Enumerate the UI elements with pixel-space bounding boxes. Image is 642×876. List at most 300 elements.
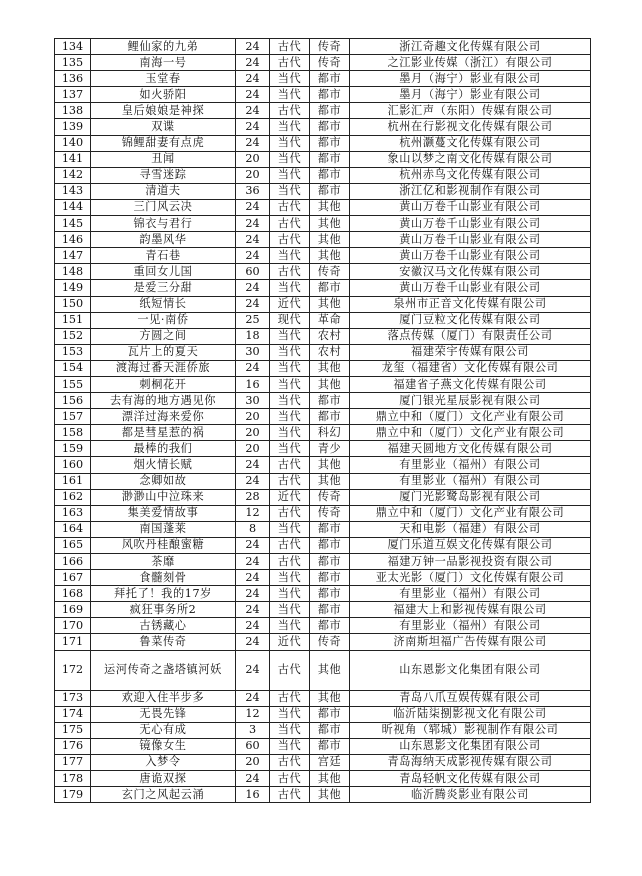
episode-count-cell: 25: [236, 312, 270, 328]
row-number-cell: 153: [55, 344, 91, 360]
era-cell: 古代: [270, 39, 310, 55]
production-company-cell: 山东恩影文化集团有限公司: [350, 650, 591, 690]
era-cell: 当代: [270, 280, 310, 296]
row-number-cell: 154: [55, 360, 91, 376]
era-cell: 古代: [270, 216, 310, 232]
row-number-cell: 155: [55, 376, 91, 392]
drama-title-cell: 运河传奇之盏塔镇河妖: [91, 650, 236, 690]
era-cell: 古代: [270, 554, 310, 570]
row-number-cell: 140: [55, 135, 91, 151]
table-row: [55, 119, 591, 135]
row-number-cell: 162: [55, 489, 91, 505]
table-row: [55, 296, 591, 312]
genre-cell: 其他: [310, 376, 350, 392]
drama-title-cell: 拜托了！我的17岁: [91, 586, 236, 602]
production-company-cell: 泉州市正音文化传媒有限公司: [350, 296, 591, 312]
episode-count-cell: 24: [236, 586, 270, 602]
episode-count-cell: 24: [236, 135, 270, 151]
drama-title-cell: 三门风云决: [91, 199, 236, 215]
genre-cell: 其他: [310, 690, 350, 706]
row-number-cell: 174: [55, 706, 91, 722]
drama-title-cell: 食髓刻骨: [91, 570, 236, 586]
era-cell: 近代: [270, 296, 310, 312]
episode-count-cell: 24: [236, 39, 270, 55]
genre-cell: 都市: [310, 71, 350, 87]
genre-cell: 都市: [310, 151, 350, 167]
episode-count-cell: 24: [236, 457, 270, 473]
table-row: [55, 409, 591, 425]
table-row: [55, 393, 591, 409]
era-cell: 古代: [270, 473, 310, 489]
table-row: [55, 167, 591, 183]
table-row: [55, 738, 591, 754]
genre-cell: 农村: [310, 328, 350, 344]
era-cell: 古代: [270, 650, 310, 690]
production-company-cell: 临沂腾炎影业有限公司: [350, 787, 591, 803]
genre-cell: 都市: [310, 570, 350, 586]
production-company-cell: 厦门光影鹭岛影视有限公司: [350, 489, 591, 505]
production-company-cell: 杭州在行影视文化传媒有限公司: [350, 119, 591, 135]
era-cell: 当代: [270, 71, 310, 87]
era-cell: 古代: [270, 103, 310, 119]
row-number-cell: 157: [55, 409, 91, 425]
production-company-cell: 福建大上和影视传媒有限公司: [350, 602, 591, 618]
production-company-cell: 青岛轻帆文化传媒有限公司: [350, 771, 591, 787]
table-row: [55, 441, 591, 457]
production-company-cell: 龙玺（福建省）文化传媒有限公司: [350, 360, 591, 376]
genre-cell: 传奇: [310, 505, 350, 521]
drama-title-cell: 鲤仙家的九弟: [91, 39, 236, 55]
production-company-cell: 落点传媒（厦门）有限责任公司: [350, 328, 591, 344]
era-cell: 近代: [270, 489, 310, 505]
table-row: [55, 248, 591, 264]
row-number-cell: 159: [55, 441, 91, 457]
era-cell: 古代: [270, 754, 310, 770]
drama-title-cell: 漂洋过海来爱你: [91, 409, 236, 425]
episode-count-cell: 24: [236, 618, 270, 634]
row-number-cell: 136: [55, 71, 91, 87]
table-row: [55, 199, 591, 215]
episode-count-cell: 60: [236, 264, 270, 280]
table-row: [55, 232, 591, 248]
genre-cell: 其他: [310, 771, 350, 787]
era-cell: 当代: [270, 441, 310, 457]
genre-cell: 其他: [310, 473, 350, 489]
episode-count-cell: 24: [236, 199, 270, 215]
genre-cell: 其他: [310, 787, 350, 803]
era-cell: 近代: [270, 634, 310, 650]
genre-cell: 都市: [310, 618, 350, 634]
table-row: [55, 634, 591, 650]
drama-title-cell: 方圆之间: [91, 328, 236, 344]
episode-count-cell: 24: [236, 537, 270, 553]
production-company-cell: 鼎立中和（厦门）文化产业有限公司: [350, 425, 591, 441]
drama-title-cell: 玉堂春: [91, 71, 236, 87]
era-cell: 当代: [270, 570, 310, 586]
episode-count-cell: 20: [236, 151, 270, 167]
table-row: [55, 216, 591, 232]
drama-title-cell: 茶靡: [91, 554, 236, 570]
genre-cell: 都市: [310, 537, 350, 553]
drama-title-cell: 无畏先锋: [91, 706, 236, 722]
genre-cell: 传奇: [310, 264, 350, 280]
table-row: [55, 183, 591, 199]
episode-count-cell: 3: [236, 722, 270, 738]
row-number-cell: 165: [55, 537, 91, 553]
production-company-cell: 汇影汇声（东阳）传媒有限公司: [350, 103, 591, 119]
genre-cell: 都市: [310, 722, 350, 738]
genre-cell: 农村: [310, 344, 350, 360]
drama-title-cell: 刺桐花开: [91, 376, 236, 392]
row-number-cell: 175: [55, 722, 91, 738]
production-company-cell: 有里影业（福州）有限公司: [350, 586, 591, 602]
drama-title-cell: 清道夫: [91, 183, 236, 199]
table-row: [55, 425, 591, 441]
episode-count-cell: 24: [236, 570, 270, 586]
genre-cell: 都市: [310, 103, 350, 119]
production-company-cell: 鼎立中和（厦门）文化产业有限公司: [350, 505, 591, 521]
table-row: [55, 554, 591, 570]
genre-cell: 都市: [310, 706, 350, 722]
era-cell: 当代: [270, 521, 310, 537]
table-row: [55, 473, 591, 489]
production-company-cell: 墨月（海宁）影业有限公司: [350, 71, 591, 87]
row-number-cell: 147: [55, 248, 91, 264]
row-number-cell: 167: [55, 570, 91, 586]
table-row: [55, 537, 591, 553]
episode-count-cell: 24: [236, 634, 270, 650]
production-company-cell: 浙江亿和影视制作有限公司: [350, 183, 591, 199]
episode-count-cell: 24: [236, 554, 270, 570]
era-cell: 当代: [270, 328, 310, 344]
era-cell: 古代: [270, 457, 310, 473]
era-cell: 古代: [270, 199, 310, 215]
genre-cell: 传奇: [310, 634, 350, 650]
genre-cell: 都市: [310, 738, 350, 754]
genre-cell: 都市: [310, 87, 350, 103]
row-number-cell: 170: [55, 618, 91, 634]
episode-count-cell: 24: [236, 87, 270, 103]
production-company-cell: 杭州赤鸟文化传媒有限公司: [350, 167, 591, 183]
episode-count-cell: 20: [236, 167, 270, 183]
row-number-cell: 163: [55, 505, 91, 521]
production-company-cell: 厦门豆粒文化传媒有限公司: [350, 312, 591, 328]
production-company-cell: 福建万钟一品影视投资有限公司: [350, 554, 591, 570]
row-number-cell: 179: [55, 787, 91, 803]
drama-title-cell: 玄门之风起云涌: [91, 787, 236, 803]
episode-count-cell: 20: [236, 425, 270, 441]
episode-count-cell: 24: [236, 232, 270, 248]
episode-count-cell: 18: [236, 328, 270, 344]
genre-cell: 都市: [310, 119, 350, 135]
genre-cell: 其他: [310, 216, 350, 232]
episode-count-cell: 24: [236, 690, 270, 706]
row-number-cell: 143: [55, 183, 91, 199]
genre-cell: 都市: [310, 602, 350, 618]
genre-cell: 传奇: [310, 489, 350, 505]
row-number-cell: 138: [55, 103, 91, 119]
row-number-cell: 135: [55, 55, 91, 71]
era-cell: 当代: [270, 344, 310, 360]
genre-cell: 都市: [310, 167, 350, 183]
episode-count-cell: 20: [236, 409, 270, 425]
drama-title-cell: 都是彗星惹的祸: [91, 425, 236, 441]
production-company-cell: 亚太光影（厦门）文化传媒有限公司: [350, 570, 591, 586]
era-cell: 当代: [270, 183, 310, 199]
production-company-cell: 有里影业（福州）有限公司: [350, 618, 591, 634]
era-cell: 古代: [270, 264, 310, 280]
era-cell: 古代: [270, 55, 310, 71]
table-body: [55, 39, 591, 803]
episode-count-cell: 8: [236, 521, 270, 537]
era-cell: 当代: [270, 87, 310, 103]
drama-title-cell: 渺渺山中泣珠来: [91, 489, 236, 505]
production-company-cell: 黄山万卷千山影业有限公司: [350, 216, 591, 232]
table-row: [55, 457, 591, 473]
episode-count-cell: 24: [236, 296, 270, 312]
table-row: [55, 280, 591, 296]
row-number-cell: 139: [55, 119, 91, 135]
table-row: [55, 87, 591, 103]
row-number-cell: 148: [55, 264, 91, 280]
episode-count-cell: 20: [236, 441, 270, 457]
table-row: [55, 151, 591, 167]
drama-title-cell: 一见·南侨: [91, 312, 236, 328]
era-cell: 当代: [270, 376, 310, 392]
episode-count-cell: 30: [236, 344, 270, 360]
row-number-cell: 146: [55, 232, 91, 248]
genre-cell: 都市: [310, 135, 350, 151]
drama-title-cell: 无心有成: [91, 722, 236, 738]
genre-cell: 都市: [310, 554, 350, 570]
table-row: [55, 650, 591, 690]
row-number-cell: 178: [55, 771, 91, 787]
genre-cell: 都市: [310, 409, 350, 425]
episode-count-cell: 16: [236, 787, 270, 803]
production-company-cell: 青岛八爪互娱传媒有限公司: [350, 690, 591, 706]
drama-title-cell: 烟火情长赋: [91, 457, 236, 473]
row-number-cell: 166: [55, 554, 91, 570]
era-cell: 当代: [270, 135, 310, 151]
production-company-cell: 天和电影（福建）有限公司: [350, 521, 591, 537]
era-cell: 当代: [270, 119, 310, 135]
drama-title-cell: 最棒的我们: [91, 441, 236, 457]
episode-count-cell: 60: [236, 738, 270, 754]
drama-title-cell: 韵墨风华: [91, 232, 236, 248]
table-row: [55, 328, 591, 344]
era-cell: 当代: [270, 248, 310, 264]
table-row: [55, 690, 591, 706]
row-number-cell: 160: [55, 457, 91, 473]
genre-cell: 其他: [310, 457, 350, 473]
drama-title-cell: 锦衣与君行: [91, 216, 236, 232]
episode-count-cell: 24: [236, 360, 270, 376]
production-company-cell: 有里影业（福州）有限公司: [350, 473, 591, 489]
table-row: [55, 360, 591, 376]
table-row: [55, 771, 591, 787]
era-cell: 当代: [270, 151, 310, 167]
table-row: [55, 505, 591, 521]
episode-count-cell: 24: [236, 71, 270, 87]
row-number-cell: 173: [55, 690, 91, 706]
production-company-cell: 黄山万卷千山影业有限公司: [350, 280, 591, 296]
drama-title-cell: 古锈藏心: [91, 618, 236, 634]
episode-count-cell: 36: [236, 183, 270, 199]
episode-count-cell: 24: [236, 119, 270, 135]
table-row: [55, 602, 591, 618]
production-company-cell: 济南斯坦福广告传媒有限公司: [350, 634, 591, 650]
row-number-cell: 145: [55, 216, 91, 232]
production-company-cell: 昕视角（郓城）影视制作有限公司: [350, 722, 591, 738]
table-row: [55, 264, 591, 280]
production-company-cell: 安徽汉马文化传媒有限公司: [350, 264, 591, 280]
drama-title-cell: 镜像女生: [91, 738, 236, 754]
production-company-cell: 墨月（海宁）影业有限公司: [350, 87, 591, 103]
genre-cell: 其他: [310, 199, 350, 215]
production-company-cell: 山东恩影文化集团有限公司: [350, 738, 591, 754]
episode-count-cell: 12: [236, 505, 270, 521]
drama-title-cell: 南国蓬莱: [91, 521, 236, 537]
table-row: [55, 344, 591, 360]
era-cell: 当代: [270, 167, 310, 183]
row-number-cell: 158: [55, 425, 91, 441]
row-number-cell: 137: [55, 87, 91, 103]
row-number-cell: 142: [55, 167, 91, 183]
table-row: [55, 71, 591, 87]
genre-cell: 其他: [310, 296, 350, 312]
genre-cell: 宫廷: [310, 754, 350, 770]
row-number-cell: 141: [55, 151, 91, 167]
era-cell: 古代: [270, 232, 310, 248]
genre-cell: 都市: [310, 280, 350, 296]
genre-cell: 科幻: [310, 425, 350, 441]
table-row: [55, 39, 591, 55]
era-cell: 古代: [270, 771, 310, 787]
drama-title-cell: 集美爱情故事: [91, 505, 236, 521]
episode-count-cell: 24: [236, 248, 270, 264]
table-row: [55, 521, 591, 537]
production-company-cell: 黄山万卷千山影业有限公司: [350, 232, 591, 248]
table-row: [55, 312, 591, 328]
row-number-cell: 144: [55, 199, 91, 215]
row-number-cell: 171: [55, 634, 91, 650]
era-cell: 古代: [270, 505, 310, 521]
genre-cell: 其他: [310, 248, 350, 264]
episode-count-cell: 28: [236, 489, 270, 505]
era-cell: 当代: [270, 586, 310, 602]
episode-count-cell: 24: [236, 473, 270, 489]
row-number-cell: 150: [55, 296, 91, 312]
row-number-cell: 177: [55, 754, 91, 770]
table-row: [55, 570, 591, 586]
production-company-cell: 福建省子燕文化传媒有限公司: [350, 376, 591, 392]
era-cell: 当代: [270, 722, 310, 738]
drama-title-cell: 是爱三分甜: [91, 280, 236, 296]
production-company-cell: 杭州灏蔓文化传媒有限公司: [350, 135, 591, 151]
era-cell: 古代: [270, 690, 310, 706]
table-row: [55, 754, 591, 770]
production-company-cell: 福建天圆地方文化传媒有限公司: [350, 441, 591, 457]
drama-title-cell: 皇后娘娘是神探: [91, 103, 236, 119]
table-row: [55, 55, 591, 71]
production-company-cell: 青岛海纳天成影视传媒有限公司: [350, 754, 591, 770]
drama-title-cell: 风吹丹桂酿蜜糖: [91, 537, 236, 553]
episode-count-cell: 24: [236, 216, 270, 232]
genre-cell: 革命: [310, 312, 350, 328]
era-cell: 古代: [270, 787, 310, 803]
drama-title-cell: 疯狂事务所2: [91, 602, 236, 618]
era-cell: 当代: [270, 409, 310, 425]
row-number-cell: 152: [55, 328, 91, 344]
table-row: [55, 489, 591, 505]
drama-title-cell: 去有海的地方遇见你: [91, 393, 236, 409]
drama-title-cell: 南海一号: [91, 55, 236, 71]
row-number-cell: 164: [55, 521, 91, 537]
era-cell: 当代: [270, 602, 310, 618]
episode-count-cell: 24: [236, 103, 270, 119]
drama-title-cell: 入梦令: [91, 754, 236, 770]
production-company-cell: 厦门银光星辰影视有限公司: [350, 393, 591, 409]
genre-cell: 青少: [310, 441, 350, 457]
table-row: [55, 376, 591, 392]
drama-title-cell: 丑闻: [91, 151, 236, 167]
drama-title-cell: 渡海过番天涯侨旅: [91, 360, 236, 376]
era-cell: 当代: [270, 738, 310, 754]
drama-title-cell: 欢迎入住半步多: [91, 690, 236, 706]
drama-title-cell: 鲁菜传奇: [91, 634, 236, 650]
production-company-cell: 福建荣宇传媒有限公司: [350, 344, 591, 360]
episode-count-cell: 24: [236, 280, 270, 296]
production-company-cell: 浙江奇趣文化传媒有限公司: [350, 39, 591, 55]
episode-count-cell: 24: [236, 55, 270, 71]
table-row: [55, 135, 591, 151]
genre-cell: 传奇: [310, 39, 350, 55]
drama-registry-table: [54, 38, 591, 803]
row-number-cell: 172: [55, 650, 91, 690]
row-number-cell: 161: [55, 473, 91, 489]
era-cell: 当代: [270, 425, 310, 441]
row-number-cell: 156: [55, 393, 91, 409]
drama-title-cell: 寻雪迷踪: [91, 167, 236, 183]
drama-title-cell: 纸短情长: [91, 296, 236, 312]
genre-cell: 都市: [310, 586, 350, 602]
episode-count-cell: 20: [236, 754, 270, 770]
drama-title-cell: 瓦片上的夏天: [91, 344, 236, 360]
row-number-cell: 151: [55, 312, 91, 328]
episode-count-cell: 16: [236, 376, 270, 392]
table-row: [55, 586, 591, 602]
production-company-cell: 黄山万卷千山影业有限公司: [350, 248, 591, 264]
row-number-cell: 168: [55, 586, 91, 602]
table-row: [55, 787, 591, 803]
drama-title-cell: 念卿如故: [91, 473, 236, 489]
episode-count-cell: 30: [236, 393, 270, 409]
row-number-cell: 176: [55, 738, 91, 754]
episode-count-cell: 24: [236, 650, 270, 690]
production-company-cell: 黄山万卷千山影业有限公司: [350, 199, 591, 215]
production-company-cell: 鼎立中和（厦门）文化产业有限公司: [350, 409, 591, 425]
production-company-cell: 临沂陆柒捌影视文化有限公司: [350, 706, 591, 722]
production-company-cell: 之江影业传媒（浙江）有限公司: [350, 55, 591, 71]
drama-title-cell: 如火骄阳: [91, 87, 236, 103]
era-cell: 当代: [270, 393, 310, 409]
era-cell: 当代: [270, 618, 310, 634]
era-cell: 当代: [270, 706, 310, 722]
genre-cell: 传奇: [310, 55, 350, 71]
drama-title-cell: 唐诡双探: [91, 771, 236, 787]
genre-cell: 其他: [310, 232, 350, 248]
genre-cell: 都市: [310, 521, 350, 537]
